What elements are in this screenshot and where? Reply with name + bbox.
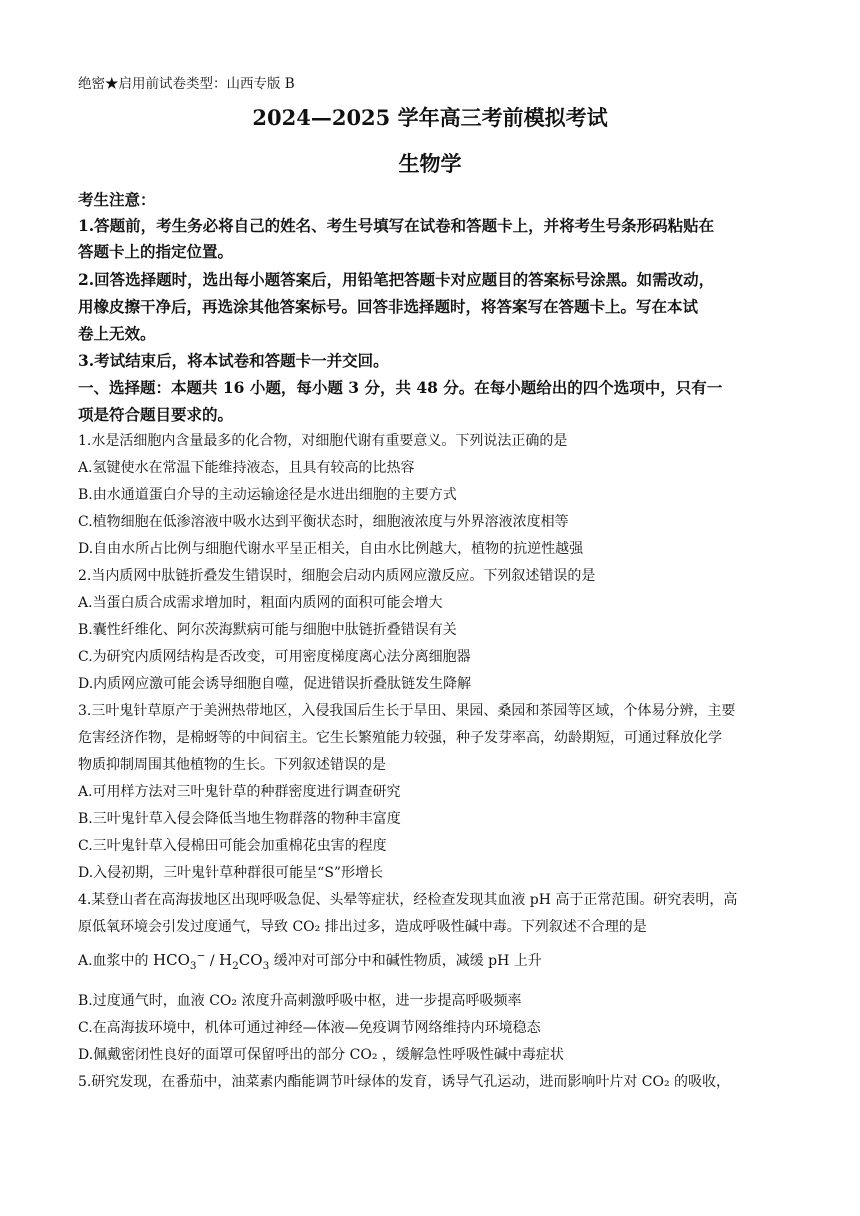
option-a: A.氢键使水在常温下能维持液态，且具有较高的比热容 <box>78 460 415 476</box>
question-stem: 原低氧环境会引发过度通气，导致 CO₂ 排出过多，造成呼吸性碱中毒。下列叙述不合理的是 <box>78 919 647 935</box>
option-d: D.内质网应激可能会诱导细胞自噬，促进错误折叠肽链发生降解 <box>78 676 472 692</box>
question-stem: 物质抑制周围其他植物的生长。下列叙述错误的是 <box>78 757 386 773</box>
question-stem: 2.当内质网中肽链折叠发生错误时，细胞会启动内质网应激反应。下列叙述错误的是 <box>78 568 596 584</box>
option-d: D.佩戴密闭性良好的面罩可保留呼出的部分 CO₂ ，缓解急性呼吸性碱中毒症状 <box>78 1047 564 1063</box>
question-stem: 危害经济作物，是棉蚜等的中间宿主。它生长繁殖能力较强，种子发芽率高，幼龄期短，可通过释放化学 <box>78 730 722 746</box>
notice-line: 1.答题前，考生务必将自己的姓名、考生号填写在试卷和答题卡上，并将考生号条形码粘贴在 <box>78 216 715 235</box>
option-c: C.在高海拔环境中，机体可通过神经—体液—免疫调节网络维持内环境稳态 <box>78 1020 541 1036</box>
option-b: B.囊性纤维化、阿尔茨海默病可能与细胞中肽链折叠错误有关 <box>78 622 457 638</box>
bicarbonate-formula: $HCO_3^-$ <box>153 950 206 972</box>
notice-line: 答题卡上的指定位置。 <box>78 242 234 261</box>
notice-line: 卷上无效。 <box>78 324 156 343</box>
exam-title: 2024—2025 学年高三考前模拟考试 <box>252 105 608 130</box>
notice-line: 用橡皮擦干净后，再选涂其他答案标号。回答非选择题时，将答案写在答题卡上。写在本试 <box>78 297 699 316</box>
question-stem: 5.研究发现，在番茄中，油菜素内酯能调节叶绿体的发育，诱导气孔运动，进而影响叶片对 CO₂ 的吸收， <box>78 1074 731 1090</box>
option-a: A.当蛋白质合成需求增加时，粗面内质网的面积可能会增大 <box>78 595 443 611</box>
option-c: C.植物细胞在低渗溶液中吸水达到平衡状态时，细胞液浓度与外界溶液浓度相等 <box>78 514 569 530</box>
option-a-suffix: 缓冲对可部分中和碱性物质，减缓 pH 上升 <box>269 953 542 969</box>
option-c: C.三叶鬼针草入侵棉田可能会加重棉花虫害的程度 <box>78 838 387 854</box>
subject-title: 生物学 <box>398 151 462 176</box>
question-stem: 1.水是活细胞内含量最多的化合物，对细胞代谢有重要意义。下列说法正确的是 <box>78 433 568 449</box>
option-d: D.自由水所占比例与细胞代谢水平呈正相关，自由水比例越大，植物的抗逆性越强 <box>78 541 584 557</box>
notice-heading: 考生注意： <box>78 190 156 209</box>
option-b: B.三叶鬼针草入侵会降低当地生物群落的物种丰富度 <box>78 811 401 827</box>
carbonic-acid-formula: $H_2CO_3$ <box>219 951 270 972</box>
option-b: B.过度通气时，血液 CO₂ 浓度升高刺激呼吸中枢，进一步提高呼吸频率 <box>78 993 522 1009</box>
option-c: C.为研究内质网结构是否改变，可用密度梯度离心法分离细胞器 <box>78 649 471 665</box>
option-d: D.入侵初期，三叶鬼针草种群很可能呈“S”形增长 <box>78 865 384 881</box>
confidential-header: 绝密★启用前试卷类型：山西专版 B <box>78 76 295 92</box>
notice-line: 2.回答选择题时，选出每小题答案后，用铅笔把答题卡对应题目的答案标号涂黑。如需改动， <box>78 270 715 289</box>
option-a: A.可用样方法对三叶鬼针草的种群密度进行调查研究 <box>78 784 401 800</box>
option-a-prefix: A.血浆中的 <box>78 953 154 969</box>
option-a <box>78 950 784 972</box>
option-b: B.由水通道蛋白介导的主动运输途径是水进出细胞的主要方式 <box>78 487 457 503</box>
section-heading: 一、选择题：本题共 16 小题，每小题 3 分，共 48 分。在每小题给出的四个选项中，只有一 <box>78 378 723 397</box>
question-stem: 4.某登山者在高海拔地区出现呼吸急促、头晕等症状，经检查发现其血液 pH 高于正常范围。研究表明，高 <box>78 892 738 908</box>
notice-line: 3.考试结束后，将本试卷和答题卡一并交回。 <box>78 351 389 370</box>
question-stem: 3.三叶鬼针草原产于美洲热带地区，入侵我国后生长于旱田、果园、桑园和茶园等区域，个体易分辨，主要 <box>78 703 736 719</box>
section-heading: 项是符合题目要求的。 <box>78 405 234 424</box>
formula-slash: / <box>205 953 219 969</box>
